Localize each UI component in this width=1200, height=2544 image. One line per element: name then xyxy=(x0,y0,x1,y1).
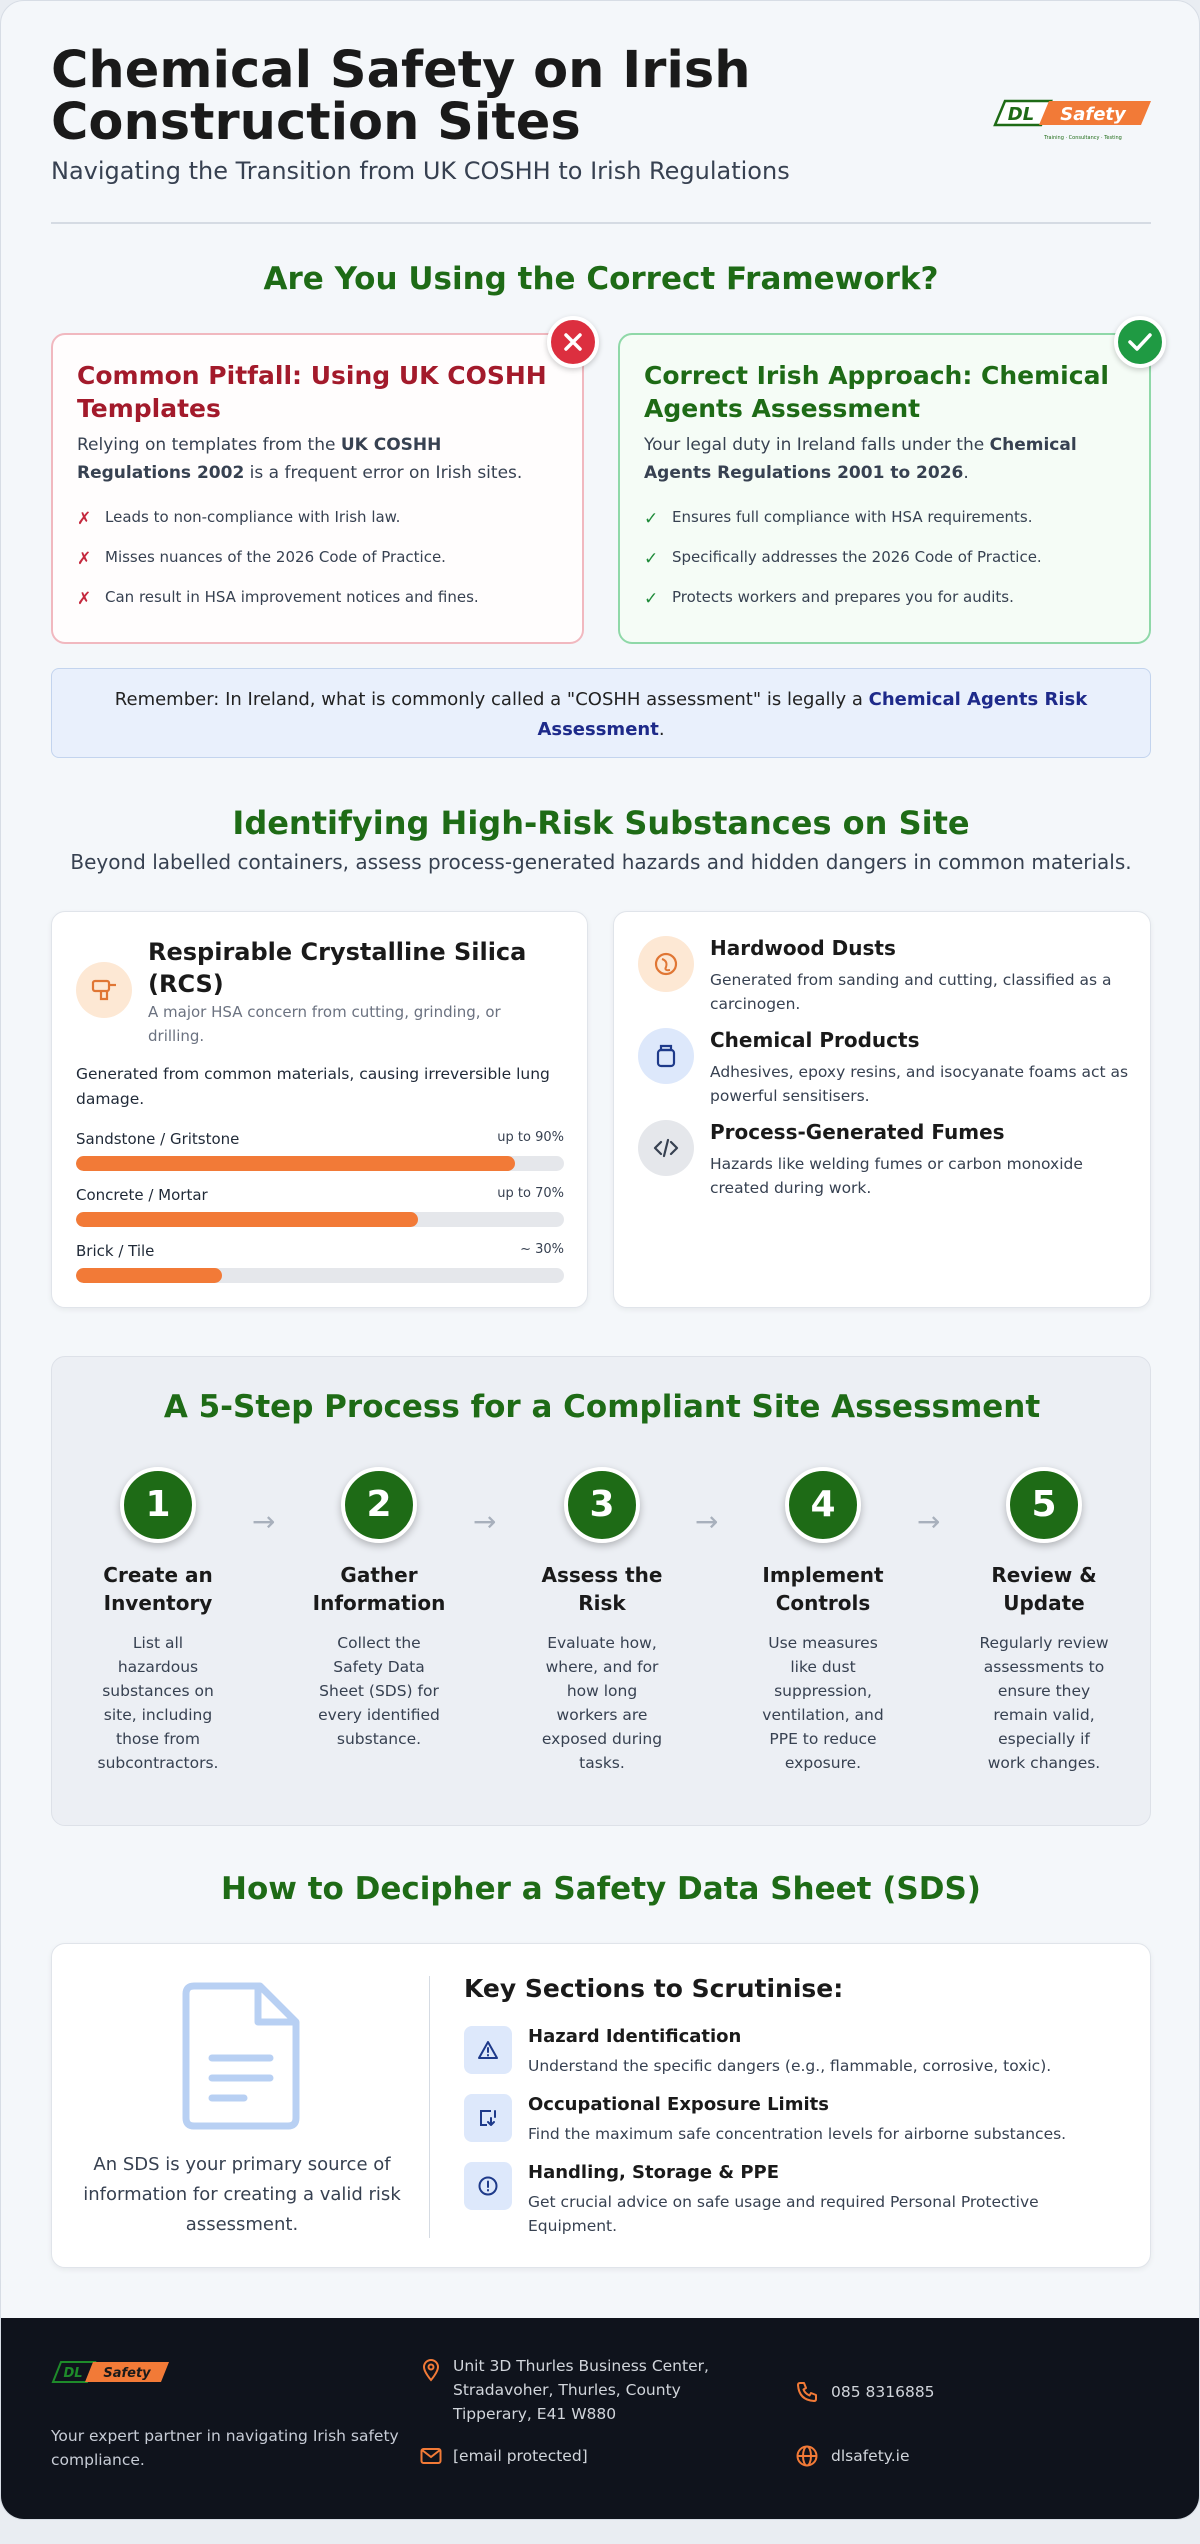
sds-section-title: Occupational Exposure Limits xyxy=(528,2094,829,2115)
sds-card xyxy=(51,1943,1151,2268)
sds-section-text: Find the maximum safe concentration levels for airborne substances. xyxy=(528,2125,1067,2143)
bar-value: up to 70% xyxy=(497,1186,564,1201)
footer xyxy=(1,2318,1200,2520)
reminder-note: Remember: In Ireland, what is commonly called a "COSHH assessment" is legally a Chemical Agents Risk Assessment. xyxy=(51,668,1151,758)
check-icon xyxy=(1114,316,1166,368)
pitfall-card xyxy=(51,333,584,644)
logo-word: Safety xyxy=(1060,104,1126,125)
pitfall-text: Relying on templates from the UK COSHH Regulations 2002 is a frequent error on Irish sites. xyxy=(77,435,523,483)
mail-icon xyxy=(419,2444,443,2468)
bar-fill xyxy=(76,1268,222,1283)
process-step xyxy=(743,1467,903,1775)
correct-item: ✓ Protects workers and prepares you for audits. xyxy=(644,588,1014,609)
check-mark-icon: ✓ xyxy=(644,509,659,529)
document-icon xyxy=(182,1982,302,2130)
step-text: List all hazardous substances on site, including those from subcontractors. xyxy=(97,1634,219,1772)
step-text: Evaluate how, where, and for how long workers are exposed during tasks. xyxy=(541,1634,663,1772)
limit-icon xyxy=(464,2094,512,2142)
footer-logo xyxy=(51,2358,169,2392)
correct-approach-card xyxy=(618,333,1151,644)
step-title: Review & Update xyxy=(991,1563,1097,1615)
substance-text: Generated from sanding and cutting, classified as a carcinogen. xyxy=(710,971,1112,1013)
process-step xyxy=(299,1467,459,1751)
cross-icon: ✗ xyxy=(77,549,92,569)
silica-bar xyxy=(76,1130,564,1148)
bar-fill xyxy=(76,1156,515,1171)
correct-list xyxy=(644,507,1134,627)
logo-tagline: Training · Consultancy · Testing xyxy=(1044,135,1122,141)
silica-card xyxy=(51,911,588,1308)
pitfall-item: ✗ Leads to non-compliance with Irish law. xyxy=(77,508,401,529)
silica-title: Respirable Crystalline Silica (RCS) xyxy=(148,938,527,998)
cross-icon: ✗ xyxy=(77,509,92,529)
location-pin-icon xyxy=(419,2358,443,2382)
sds-caption: An SDS is your primary source of information for creating a valid risk assessment. xyxy=(83,2154,401,2235)
dl-safety-logo xyxy=(991,99,1151,145)
step-text: Use measures like dust suppression, ventilation, and PPE to reduce exposure. xyxy=(762,1634,884,1772)
process-step xyxy=(964,1467,1124,1775)
page-title: Chemical Safety on Irish Construction Sites xyxy=(51,41,751,152)
footer-address: Unit 3D Thurles Business Center, Stradavoher, Thurles, County Tipperary, E41 W880 xyxy=(453,2357,709,2423)
sds-section-text: Understand the specific dangers (e.g., flammable, corrosive, toxic). xyxy=(528,2057,1052,2075)
container-icon xyxy=(638,1028,694,1084)
bar-label: Concrete / Mortar xyxy=(76,1186,208,1204)
step-text: Collect the Safety Data Sheet (SDS) for every identified substance. xyxy=(318,1634,440,1748)
sds-section-title: Hazard Identification xyxy=(528,2026,742,2047)
warning-icon xyxy=(464,2026,512,2074)
substance-text: Hazards like welding fumes or carbon monoxide created during work. xyxy=(710,1155,1083,1197)
correct-item: ✓ Specifically addresses the 2026 Code of Practice. xyxy=(644,548,1042,569)
check-mark-icon: ✓ xyxy=(644,589,659,609)
bar-label: Sandstone / Gritstone xyxy=(76,1130,240,1148)
silica-text: Generated from common materials, causing irreversible lung damage. xyxy=(76,1065,550,1108)
pitfall-list xyxy=(77,507,567,627)
arrow-right-icon: → xyxy=(695,1505,719,1538)
substance-title: Chemical Products xyxy=(710,1028,920,1052)
correct-text: Your legal duty in Ireland falls under the Chemical Agents Regulations 2001 to 2026. xyxy=(644,435,1077,483)
bar-value: ~ 30% xyxy=(520,1242,564,1257)
step-number: 2 xyxy=(341,1467,417,1543)
step-number: 1 xyxy=(120,1467,196,1543)
substances-subheading: Beyond labelled containers, assess process-generated hazards and hidden dangers in common materials. xyxy=(70,850,1132,874)
sds-heading: How to Decipher a Safety Data Sheet (SDS) xyxy=(221,1871,981,1907)
header-divider xyxy=(51,222,1151,224)
code-icon xyxy=(638,1120,694,1176)
pitfall-item: ✗ Misses nuances of the 2026 Code of Practice. xyxy=(77,548,446,569)
step-text: Regularly review assessments to ensure they remain valid, especially if work changes. xyxy=(979,1634,1109,1772)
check-mark-icon: ✓ xyxy=(644,549,659,569)
substance-title: Process-Generated Fumes xyxy=(710,1120,1005,1144)
step-title: Create an Inventory xyxy=(103,1563,213,1615)
globe-icon xyxy=(795,2444,819,2468)
step-title: Gather Information xyxy=(312,1563,446,1615)
other-substances-card xyxy=(613,911,1151,1308)
wood-icon xyxy=(638,936,694,992)
correct-item: ✓ Ensures full compliance with HSA requirements. xyxy=(644,508,1033,529)
substance-title: Hardwood Dusts xyxy=(710,936,896,960)
sds-section-title: Handling, Storage & PPE xyxy=(528,2162,780,2183)
bar-fill xyxy=(76,1212,418,1227)
footer-website[interactable]: dlsafety.ie xyxy=(831,2447,910,2465)
correct-title: Correct Irish Approach: Chemical Agents Assessment xyxy=(644,361,1110,423)
arrow-right-icon: → xyxy=(473,1505,497,1538)
silica-bar xyxy=(76,1186,564,1204)
step-number: 3 xyxy=(564,1467,640,1543)
cross-icon: ✗ xyxy=(77,589,92,609)
step-number: 5 xyxy=(1006,1467,1082,1543)
footer-email[interactable]: [email protected] xyxy=(453,2447,588,2465)
bar-value: up to 90% xyxy=(497,1130,564,1145)
sds-section-text: Get crucial advice on safe usage and required Personal Protective Equipment. xyxy=(528,2193,1039,2235)
process-heading: A 5-Step Process for a Compliant Site Assessment xyxy=(163,1389,1041,1425)
process-step xyxy=(78,1467,238,1775)
logo-mark: DL xyxy=(1007,104,1035,125)
arrow-right-icon: → xyxy=(252,1505,276,1538)
sds-divider xyxy=(429,1976,430,2238)
svg-text:DL: DL xyxy=(63,2366,83,2381)
silica-bar xyxy=(76,1242,564,1260)
step-number: 4 xyxy=(785,1467,861,1543)
step-title: Implement Controls xyxy=(762,1563,884,1615)
page-subtitle: Navigating the Transition from UK COSHH to Irish Regulations xyxy=(51,157,790,185)
footer-tagline: Your expert partner in navigating Irish safety compliance. xyxy=(51,2427,399,2469)
phone-icon xyxy=(795,2380,819,2404)
substances-heading: Identifying High-Risk Substances on Site xyxy=(232,804,970,842)
framework-heading: Are You Using the Correct Framework? xyxy=(263,261,939,297)
footer-phone[interactable]: 085 8316885 xyxy=(831,2383,935,2401)
substance-text: Adhesives, epoxy resins, and isocyanate foams act as powerful sensitisers. xyxy=(710,1063,1129,1105)
x-icon xyxy=(547,316,599,368)
process-step xyxy=(522,1467,682,1775)
bar-label: Brick / Tile xyxy=(76,1242,155,1260)
step-title: Assess the Risk xyxy=(541,1563,663,1615)
process-section xyxy=(51,1356,1151,1826)
info-icon xyxy=(464,2162,512,2210)
drill-icon xyxy=(76,962,132,1018)
key-sections-heading: Key Sections to Scrutinise: xyxy=(464,1974,844,2003)
pitfall-item: ✗ Can result in HSA improvement notices and fines. xyxy=(77,588,479,609)
svg-text:Safety: Safety xyxy=(103,2366,151,2381)
silica-subtitle: A major HSA concern from cutting, grinding, or drilling. xyxy=(148,1003,501,1045)
pitfall-title: Common Pitfall: Using UK COSHH Templates xyxy=(77,361,547,423)
arrow-right-icon: → xyxy=(917,1505,941,1538)
